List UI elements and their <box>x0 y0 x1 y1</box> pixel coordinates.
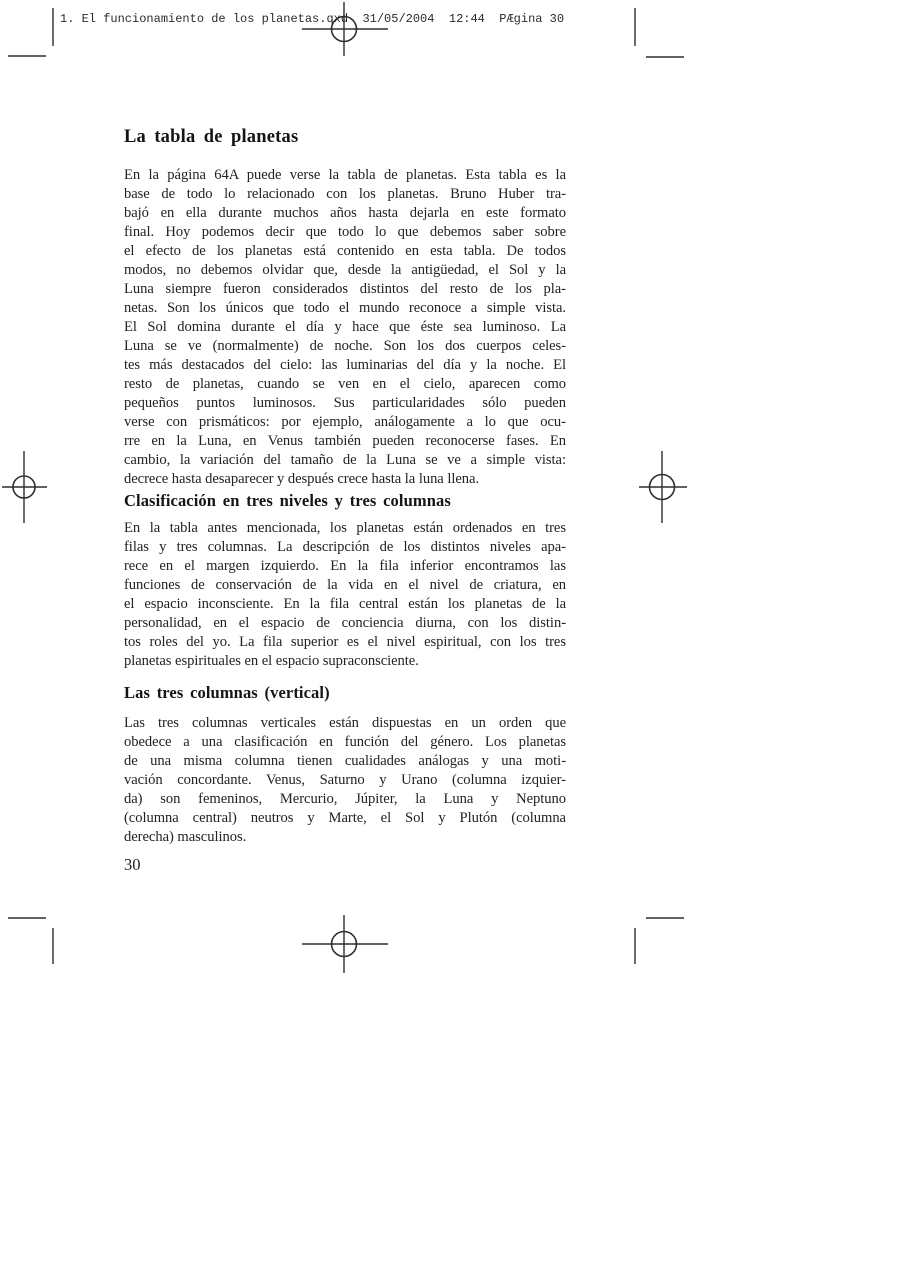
text-line: tes más destacados del cielo: las luminarias del día y la noche. El <box>124 357 566 373</box>
text-line: verse con prismáticos: por ejemplo, análogamente a lo que ocu- <box>124 414 566 430</box>
registration-mark-left-icon <box>2 451 47 523</box>
text-line: El Sol domina durante el día y hace que éste sea luminoso. La <box>124 319 566 335</box>
registration-mark-top-icon <box>302 2 388 56</box>
text-line: de una misma columna tienen cualidades análogas y una moti- <box>124 753 566 769</box>
crop-mark-top-right-icon <box>635 8 684 57</box>
crop-mark-top-left-icon <box>8 8 53 56</box>
text-line: cambio, la variación del tamaño de la Luna se ve a simple vista: <box>124 452 566 468</box>
text-line: el espacio inconsciente. En la fila central están los planetas de la <box>124 596 566 612</box>
registration-mark-bottom-icon <box>302 915 388 973</box>
text-line: rre en la Luna, en Venus también pueden reconocerse fases. En <box>124 433 566 449</box>
text-line: Luna se ve (normalmente) de noche. Son los dos cuerpos celes- <box>124 338 566 354</box>
text-line: funciones de conservación de la vida en el nivel de criatura, en <box>124 577 566 593</box>
text-line: filas y tres columnas. La descripción de los distintos niveles apa- <box>124 539 566 555</box>
text-line: el efecto de los planetas está contenido en esta tabla. De todos <box>124 243 566 259</box>
text-line: da) son femeninos, Mercurio, Júpiter, la Luna y Neptuno <box>124 791 566 807</box>
crop-mark-bottom-left-icon <box>8 918 53 964</box>
page-number: 30 <box>124 855 141 874</box>
text-line: base de todo lo relacionado con los planetas. Bruno Huber tra- <box>124 186 566 202</box>
text-line: obedece a una clasificación en función del género. Los planetas <box>124 734 566 750</box>
registration-mark-right-icon <box>639 451 687 523</box>
text-line: resto de planetas, cuando se ven en el cielo, aparecen como <box>124 376 566 392</box>
paragraph-clasificacion <box>124 519 566 671</box>
text-line: final. Hoy podemos decir que todo lo que debemos saber sobre <box>124 224 566 240</box>
text-line: En la tabla antes mencionada, los planetas están ordenados en tres <box>124 520 566 536</box>
paragraph-tabla-de-planetas <box>124 166 566 489</box>
text-line: tos roles del yo. La fila superior es el nivel espiritual, con los tres <box>124 634 566 650</box>
section-heading-la-tabla-de-planetas: La tabla de planetas <box>124 127 299 147</box>
crop-mark-bottom-right-icon <box>635 918 684 964</box>
text-line: pequeños puntos luminosos. Sus particularidades sólo pueden <box>124 395 566 411</box>
text-line: decrece hasta desaparecer y después crece hasta la luna llena. <box>124 471 480 487</box>
section-heading-tres-columnas: Las tres columnas (vertical) <box>124 683 330 702</box>
print-slug-line: 1. El funcionamiento de los planetas.qxd 31/05/2004 12:44 PÆgina 30 <box>60 12 565 26</box>
text-line: En la página 64A puede verse la tabla de planetas. Esta tabla es la <box>124 167 566 183</box>
text-line: personalidad, en el espacio de conciencia diurna, con los distin- <box>124 615 566 631</box>
paragraph-tres-columnas <box>124 714 566 847</box>
text-line: vación concordante. Venus, Saturno y Urano (columna izquier- <box>124 772 566 788</box>
text-line: (columna central) neutros y Marte, el Sol y Plutón (columna <box>124 810 566 826</box>
text-line: modos, no debemos olvidar que, desde la antigüedad, el Sol y la <box>124 262 566 278</box>
text-line: bajó en ella durante muchos años hasta dejarla en este formato <box>124 205 566 221</box>
text-line: netas. Son los únicos que todo el mundo reconoce a simple vista. <box>124 300 566 316</box>
text-line: rece en el margen izquierdo. En la fila inferior encontramos las <box>124 558 566 574</box>
text-line: derecha) masculinos. <box>124 829 247 845</box>
text-line: planetas espirituales en el espacio supraconsciente. <box>124 653 419 669</box>
text-line: Las tres columnas verticales están dispuestas en un orden que <box>124 715 566 731</box>
text-line: Luna siempre fueron considerados distintos del resto de los pla- <box>124 281 566 297</box>
section-heading-clasificacion: Clasificación en tres niveles y tres columnas <box>124 491 451 510</box>
